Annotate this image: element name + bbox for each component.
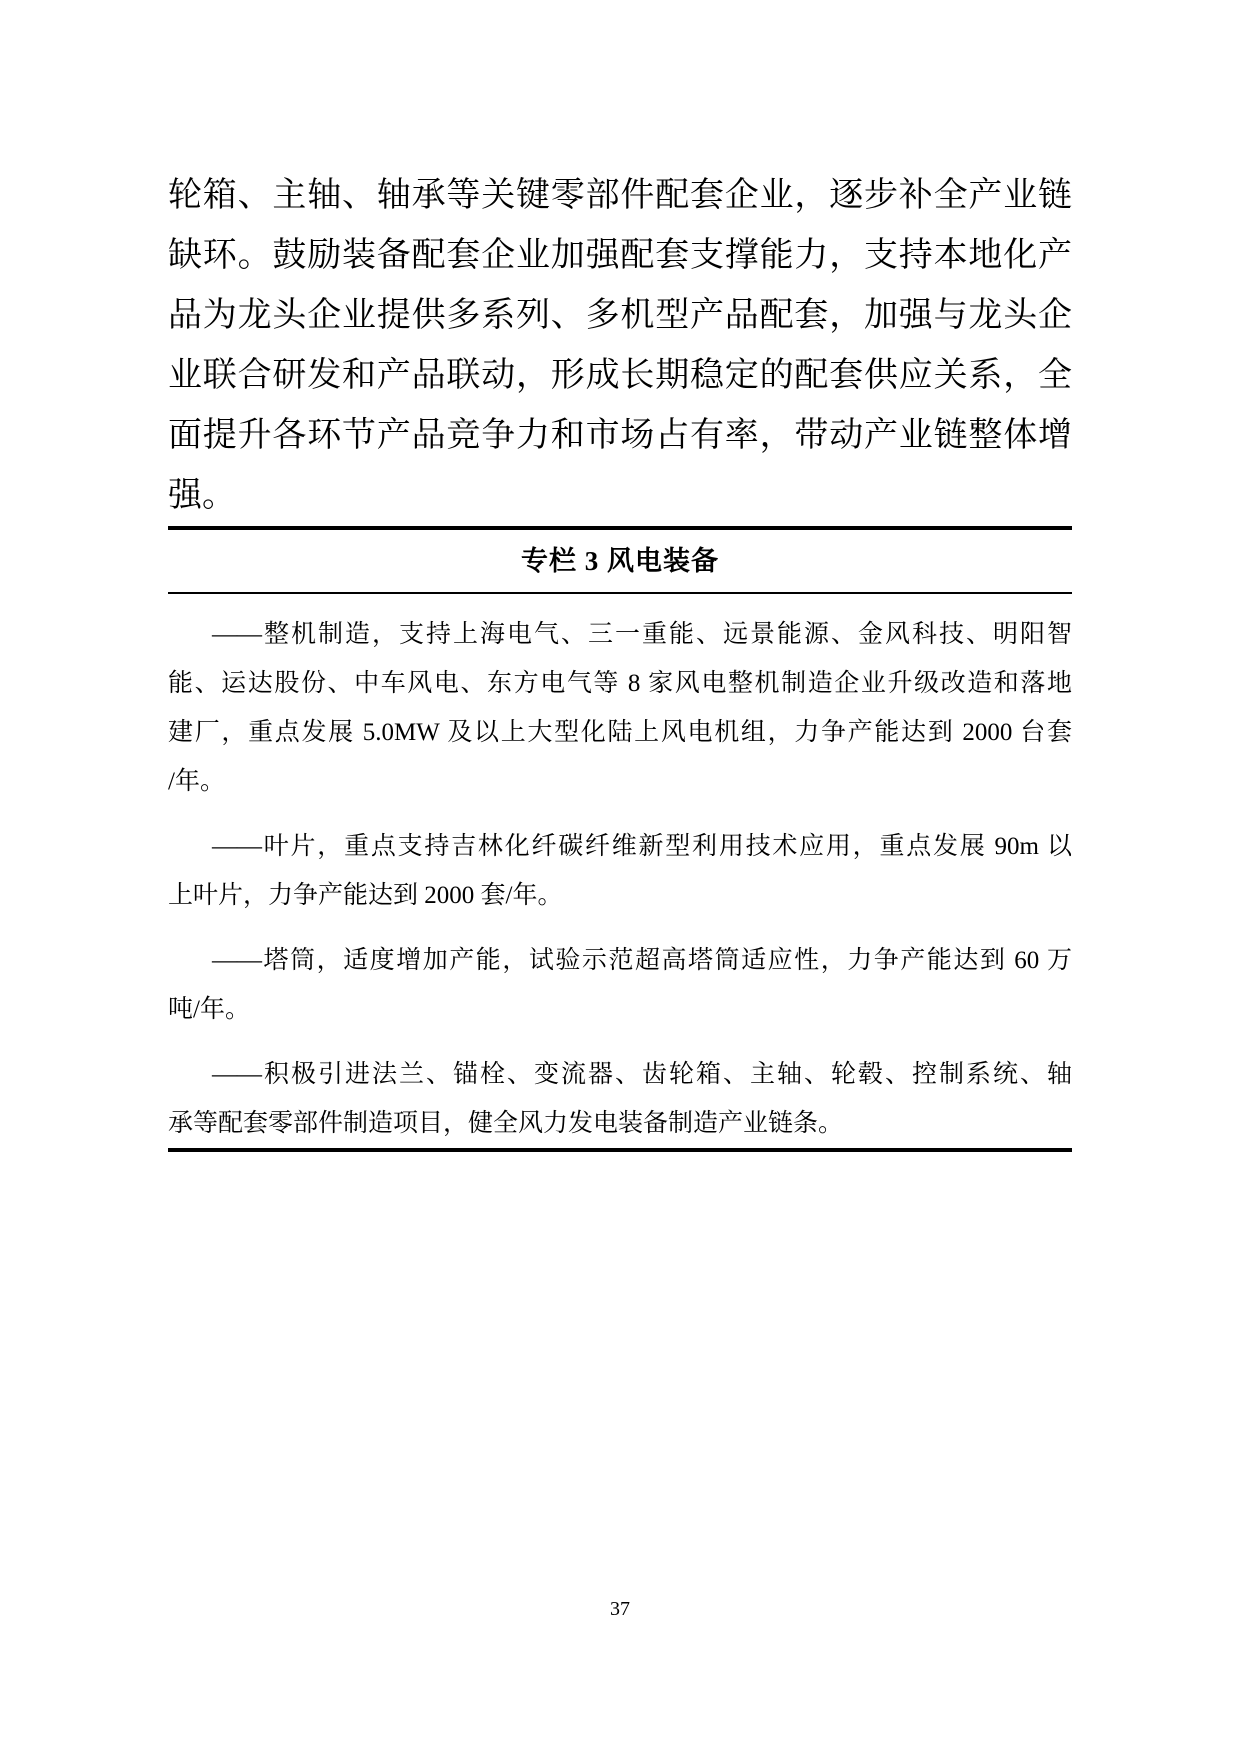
text-line: 强。: [168, 477, 236, 514]
page-number: 37: [610, 1598, 630, 1620]
box-paragraph: [168, 936, 1072, 1034]
text-line: 面提升各环节产品竞争力和市场占有率，带动产业链整体增: [168, 417, 1072, 454]
text-line: 建厂，重点发展 5.0MW 及以上大型化陆上风电机组，力争产能达到 2000 台套: [168, 719, 1072, 746]
text-line: ——塔筒，适度增加产能，试验示范超高塔筒适应性，力争产能达到 60 万: [212, 947, 1072, 974]
text-line: ——叶片，重点支持吉林化纤碳纤维新型利用技术应用，重点发展 90m 以: [212, 833, 1072, 860]
text-line: 业联合研发和产品联动，形成长期稳定的配套供应关系，全: [168, 357, 1072, 394]
callout-box-title: 专栏 3 风电装备: [521, 546, 719, 576]
text-line: 品为龙头企业提供多系列、多机型产品配套，加强与龙头企: [168, 297, 1072, 334]
text-line: 轮箱、主轴、轴承等关键零部件配套企业，逐步补全产业链: [168, 177, 1072, 214]
box-paragraph: [168, 822, 1072, 920]
box-bottom-rule: [168, 1148, 1072, 1152]
text-line: 吨/年。: [168, 996, 250, 1023]
text-line: ——积极引进法兰、锚栓、变流器、齿轮箱、主轴、轮毂、控制系统、轴: [212, 1061, 1072, 1088]
text-line: /年。: [168, 768, 225, 795]
body-paragraph: [168, 166, 1072, 526]
callout-box-body: [168, 594, 1072, 1148]
text-line: ——整机制造，支持上海电气、三一重能、远景能源、金风科技、明阳智: [212, 621, 1072, 648]
text-line: 能、运达股份、中车风电、东方电气等 8 家风电整机制造企业升级改造和落地: [168, 670, 1072, 697]
text-line: 上叶片，力争产能达到 2000 套/年。: [168, 882, 563, 909]
callout-box: [168, 526, 1072, 1152]
text-line: 承等配套零部件制造项目，健全风力发电装备制造产业链条。: [168, 1110, 844, 1137]
box-paragraph: [168, 610, 1072, 806]
page-content: [168, 0, 1072, 1152]
box-paragraph: [168, 1050, 1072, 1148]
text-line: 缺环。鼓励装备配套企业加强配套支撑能力，支持本地化产: [168, 237, 1072, 274]
